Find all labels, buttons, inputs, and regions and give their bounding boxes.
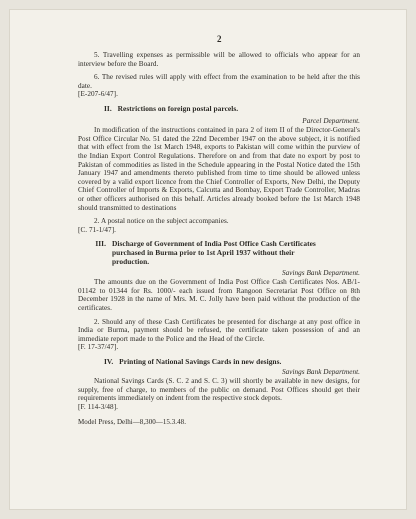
section-3-title-line-1: Discharge of Government of India Post Office Cash Certificates <box>112 239 316 249</box>
section-2-heading <box>78 105 360 114</box>
section-3-reference: [F. 17-37/47]. <box>78 343 119 352</box>
section-2-paragraph-1: In modification of the instructions contained in para 2 of item II of the Director-General's Post Office Circular No. 51 dated the 22nd December 1947 on the above subject, it is notified that with effect from the 1st March 1948, exports to Pakistan will come within the purview of the Indian Export Control Regulations. Therefore on and from that date no export by post to Pakistan of commodities as listed in the Schedule appearing in the Postal Notice dated the 15th January 1947 and amendments thereto published from time to time should be allowed unless covered by a valid export licence from the Chief Controller of Exports, New Delhi, the Deputy Chief Controller of Imports & Exports, Calcutta and Bombay, Export Trade Controller, Madras or other officers authorised on this behalf. Articles already booked before the 1st March 1948 should transmitted to destinations <box>78 126 360 212</box>
paragraph-6: 6. The revised rules will apply with effect from the examination to be held after the this date. <box>78 73 360 90</box>
section-4-number: IV. <box>104 357 114 367</box>
document-page <box>9 9 407 510</box>
section-3-department: Savings Bank Department. <box>281 268 360 277</box>
section-3-number-label: III. <box>95 239 106 249</box>
section-4-department: Savings Bank Department. <box>281 367 360 376</box>
section-3-heading <box>78 240 360 266</box>
section-4-paragraph-1: National Savings Cards (S. C. 2 and S. C. 3) will shortly be available in new designs, for supply, free of charge, to members of the public on demand. Post Offices should get their requirements immediately on indent from the respective stock depots. <box>78 377 360 403</box>
section-2-paragraph-2: 2. A postal notice on the subject accompanies. <box>94 217 229 226</box>
section-3-paragraph-1: The amounts due on the Government of India Post Office Cash Certificates Nos. AB/1-01142 to 01344 for Rs. 1000/- each issued from Rangoon Secretariat Post Office on 8th December 1928 in the name of Mrs. M. C. Jolly have been paid without the production of the certificates. <box>78 278 360 313</box>
page-number: 2 <box>217 34 222 44</box>
section-4-title: Printing of National Savings Cards in new designs. <box>119 357 282 367</box>
section-4-reference: [F. 114-3/48]. <box>78 402 118 411</box>
printer-imprint: Model Press, Delhi—8,300—15.3.48. <box>78 417 187 426</box>
section-3-paragraph-2: 2. Should any of these Cash Certificates be presented for discharge at any post office in India or Burma, payment should be refused, the certificate taken possession of and an immediate report made to the Police and the Head of the Circle. <box>78 317 360 343</box>
section-2-title: Restrictions on foreign postal parcels. <box>117 103 239 113</box>
section-3-title-line-3: production. <box>112 256 150 266</box>
section-3-title-line-2: purchased in Burma prior to 1st April 1937 without their <box>112 248 295 258</box>
document-body <box>78 51 360 426</box>
section-2-department: Parcel Department. <box>302 116 360 125</box>
section-2-number: II. <box>104 103 112 113</box>
reference-1: [E-207-6/47]. <box>78 90 118 99</box>
section-4-heading <box>78 358 360 367</box>
paragraph-5: 5. Travelling expenses as permissible will be allowed to officials who appear for an interview before the Board. <box>78 51 360 68</box>
section-2-reference: [C. 71-1/47]. <box>78 225 116 234</box>
